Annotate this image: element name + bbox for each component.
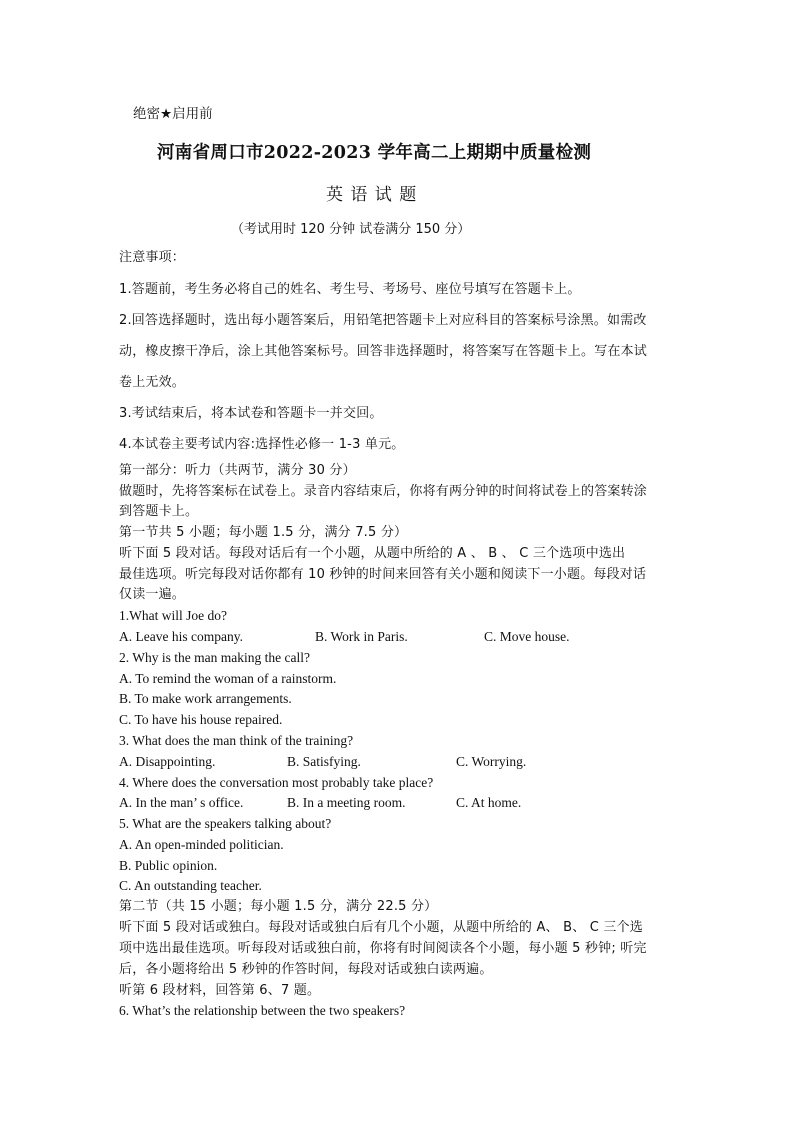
section1-heading: 第一节共 5 小题；每小题 1.5 分，满分 7.5 分）: [119, 525, 408, 540]
question-3: 3. What does the man think of the training?: [119, 733, 354, 748]
notice-item-2-line-1: 2.回答选择题时，选出每小题答案后，用铅笔把答题卡上对应科目的答案标号涂黑。如需改: [119, 313, 647, 328]
question-3-options: [119, 754, 679, 770]
section2-intro-line-3: 后，各小题将给出 5 秒钟的作答时间，每段对话或独白读两遍。: [119, 962, 493, 977]
section2-intro-line-2: 项中选出最佳选项。听每段对话或独白前，你将有时间阅读各个小题，每小题 5 秒钟; 听完: [119, 941, 647, 956]
question-4-option-b: B. In a meeting room.: [287, 795, 406, 810]
question-2: 2. Why is the man making the call?: [119, 650, 310, 665]
notice-item-1: 1.答题前，考生务必将自己的姓名、考生号、考场号、座位号填写在答题卡上。: [119, 282, 581, 297]
question-2-option-b: B. To make work arrangements.: [119, 691, 292, 706]
question-1-option-b: B. Work in Paris.: [315, 629, 408, 644]
section1-intro-line-1: 听下面 5 段对话。每段对话后有一个小题，从题中所给的 A 、 B 、 C 三个选项中选出: [119, 546, 626, 561]
section2-heading: 第二节（共 15 小题；每小题 1.5 分，满分 22.5 分）: [119, 899, 438, 914]
part1-heading: 第一部分：听力（共两节，满分 30 分）: [119, 463, 356, 478]
question-1-options: [119, 629, 679, 645]
exam-title: 河南省周口市2022-2023 学年高二上期期中质量检测: [157, 143, 592, 163]
question-5-option-b: B. Public opinion.: [119, 858, 218, 873]
question-5: 5. What are the speakers talking about?: [119, 816, 332, 831]
question-5-option-a: A. An open-minded politician.: [119, 837, 284, 852]
exam-meta: （考试用时 120 分钟 试卷满分 150 分）: [231, 222, 471, 237]
question-4-options: [119, 795, 679, 811]
question-3-option-b: B. Satisfying.: [287, 754, 361, 769]
question-6: 6. What’s the relationship between the two speakers?: [119, 1003, 406, 1018]
question-5-option-c: C. An outstanding teacher.: [119, 878, 262, 893]
question-2-option-a: A. To remind the woman of a rainstorm.: [119, 671, 337, 686]
question-3-option-a: A. Disappointing.: [119, 754, 216, 769]
section1-intro-line-2: 最佳选项。听完每段对话你都有 10 秒钟的时间来回答有关小题和阅读下一小题。每段对话: [119, 567, 647, 582]
notice-item-2-line-3: 卷上无效。: [119, 375, 186, 390]
question-3-option-c: C. Worrying.: [456, 754, 527, 769]
subject-title: 英 语 试 题: [326, 185, 418, 205]
section1-intro-line-3: 仅读一遍。: [119, 587, 186, 602]
question-4-option-a: A. In the man’ s office.: [119, 795, 244, 810]
question-1: 1.What will Joe do?: [119, 608, 227, 623]
question-2-option-c: C. To have his house repaired.: [119, 712, 283, 727]
question-4-option-c: C. At home.: [456, 795, 522, 810]
question-1-option-a: A. Leave his company.: [119, 629, 243, 644]
notice-item-3: 3.考试结束后，将本试卷和答题卡一并交回。: [119, 406, 383, 421]
section2-material-6: 听第 6 段材料，回答第 6、7 题。: [119, 983, 321, 998]
part1-intro-line-1: 做题时，先将答案标在试卷上。录音内容结束后，你将有两分钟的时间将试卷上的答案转涂: [119, 484, 648, 499]
question-1-option-c: C. Move house.: [484, 629, 570, 644]
notice-item-2-line-2: 动，橡皮擦干净后，涂上其他答案标号。回答非选择题时，将答案写在答题卡上。写在本试: [119, 344, 648, 359]
section2-intro-line-1: 听下面 5 段对话或独白。每段对话或独白后有几个小题，从题中所给的 A、 B、 C 三个选: [119, 920, 643, 935]
notice-item-4: 4.本试卷主要考试内容:选择性必修一 1-3 单元。: [119, 437, 405, 452]
question-4: 4. Where does the conversation most probably take place?: [119, 775, 434, 790]
notice-heading: 注意事项：: [119, 250, 186, 265]
part1-intro-line-2: 到答题卡上。: [119, 504, 199, 519]
confidential-mark: 绝密★启用前: [133, 106, 213, 122]
